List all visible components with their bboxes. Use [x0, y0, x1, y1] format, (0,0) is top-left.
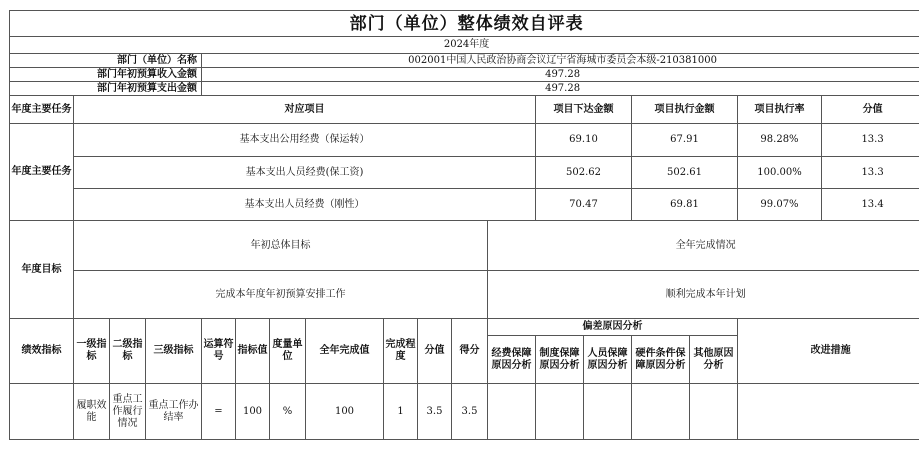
perf-score-value: 3.5 — [418, 384, 452, 440]
task-side-label: 年度主要任务 — [10, 124, 74, 221]
improve-header: 改进措施 — [738, 319, 919, 384]
expense-value: 497.28 — [202, 82, 919, 96]
goal-initial-value: 完成本年度年初预算安排工作 — [74, 271, 488, 319]
perf-level2: 重点工作履行情况 — [110, 384, 146, 440]
task-executed: 69.81 — [632, 189, 738, 221]
task-project: 基本支出人员经费（刚性） — [74, 189, 536, 221]
task-issued: 70.47 — [536, 189, 632, 221]
goal-completion-header: 全年完成情况 — [488, 221, 919, 271]
evaluation-sheet — [9, 10, 909, 440]
hardware-header: 硬件条件保障原因分析 — [632, 336, 690, 384]
perf-system — [536, 384, 584, 440]
perf-level1: 履职效能 — [74, 384, 110, 440]
perf-improve — [738, 384, 919, 440]
project-header: 对应项目 — [74, 96, 536, 124]
goal-label: 年度目标 — [10, 221, 74, 319]
score-value-header: 分值 — [822, 96, 919, 124]
task-rate: 100.00% — [738, 157, 822, 189]
perf-hardware — [632, 384, 690, 440]
perf-level3: 重点工作办结率 — [146, 384, 202, 440]
perf-score: 3.5 — [452, 384, 488, 440]
personnel-header: 人员保障原因分析 — [584, 336, 632, 384]
perf-personnel — [584, 384, 632, 440]
other-header: 其他原因分析 — [690, 336, 738, 384]
executed-header: 项目执行金额 — [632, 96, 738, 124]
perf-operator: = — [202, 384, 236, 440]
level2-header: 二级指标 — [110, 319, 146, 384]
task-issued: 502.62 — [536, 157, 632, 189]
task-header: 年度主要任务 — [10, 96, 74, 124]
year-label: 2024年度 — [10, 37, 919, 54]
task-project: 基本支出公用经费（保运转） — [74, 124, 536, 157]
perf-side-empty — [10, 384, 74, 440]
issued-header: 项目下达金额 — [536, 96, 632, 124]
rate-header: 项目执行率 — [738, 96, 822, 124]
income-label: 部门年初预算收入金额 — [10, 68, 202, 82]
unit-header: 度量单位 — [270, 319, 306, 384]
perf-annual-value: 100 — [306, 384, 384, 440]
funding-header: 经费保障原因分析 — [488, 336, 536, 384]
perf-label: 绩效指标 — [10, 319, 74, 384]
perf-score-header: 得分 — [452, 319, 488, 384]
goal-initial-header: 年初总体目标 — [74, 221, 488, 271]
indicator-value-header: 指标值 — [236, 319, 270, 384]
task-issued: 69.10 — [536, 124, 632, 157]
goal-completion-value: 顺利完成本年计划 — [488, 271, 919, 319]
annual-value-header: 全年完成值 — [306, 319, 384, 384]
system-header: 制度保障原因分析 — [536, 336, 584, 384]
operator-header: 运算符号 — [202, 319, 236, 384]
task-executed: 502.61 — [632, 157, 738, 189]
task-score-value: 13.4 — [822, 189, 919, 221]
task-executed: 67.91 — [632, 124, 738, 157]
perf-degree: 1 — [384, 384, 418, 440]
dept-name-label: 部门（单位）名称 — [10, 54, 202, 68]
task-project: 基本支出人员经费(保工资) — [74, 157, 536, 189]
evaluation-table — [9, 10, 919, 440]
perf-indicator-value: 100 — [236, 384, 270, 440]
perf-score-value-header: 分值 — [418, 319, 452, 384]
task-score-value: 13.3 — [822, 157, 919, 189]
page-title: 部门（单位）整体绩效自评表 — [10, 11, 919, 37]
task-score-value: 13.3 — [822, 124, 919, 157]
perf-other — [690, 384, 738, 440]
level1-header: 一级指标 — [74, 319, 110, 384]
perf-funding — [488, 384, 536, 440]
dept-name-value: 002001中国人民政治协商会议辽宁省海城市委员会本级-210381000 — [202, 54, 919, 68]
level3-header: 三级指标 — [146, 319, 202, 384]
deviation-header: 偏差原因分析 — [488, 319, 738, 336]
task-rate: 99.07% — [738, 189, 822, 221]
income-value: 497.28 — [202, 68, 919, 82]
perf-unit: % — [270, 384, 306, 440]
expense-label: 部门年初预算支出金额 — [10, 82, 202, 96]
degree-header: 完成程度 — [384, 319, 418, 384]
task-rate: 98.28% — [738, 124, 822, 157]
